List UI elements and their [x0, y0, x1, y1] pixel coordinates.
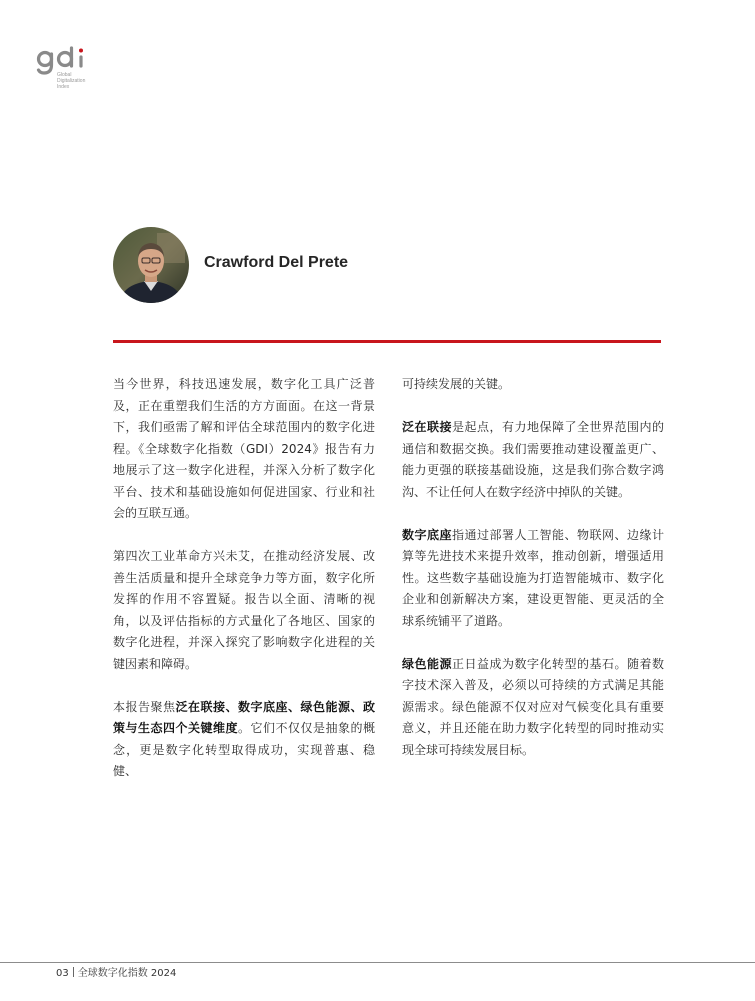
- paragraph: [402, 417, 664, 503]
- author-block: [113, 227, 413, 303]
- keyword-bold: 泛在联接: [402, 420, 452, 434]
- paragraph: [113, 697, 375, 783]
- paragraph-text: 指通过部署人工智能、物联网、边缘计算等先进技术来提升效率，推动创新，增强适用性。这些数字基础设施为打造智能城市、数字化企业和创新解决方案，建设更智能、更灵活的全球系统铺平了道路。: [402, 527, 664, 628]
- gdi-logo: [36, 46, 106, 94]
- footer-separator: [73, 967, 74, 977]
- red-divider: [113, 340, 661, 343]
- author-name: Crawford Del Prete: [204, 254, 349, 271]
- page-footer: [56, 964, 176, 979]
- paragraph: [402, 654, 664, 762]
- right-column: [402, 374, 664, 783]
- footer-divider: [0, 962, 755, 963]
- paragraph-text: 是起点，有力地保障了全世界范围内的通信和数据交换。我们需要推动建设覆盖更广、能力更强的联接基础设施，这是我们弥合数字鸿沟、不让任何人在数字经济中掉队的关键。: [402, 420, 664, 499]
- paragraph-text: 。它们不仅仅是抽象的概念，更是数字化转型取得成功，实现普惠、稳健、: [113, 721, 375, 778]
- author-avatar: [113, 227, 189, 303]
- footer-title: 全球数字化指数 2024: [77, 968, 177, 979]
- key-dimensions-bold: 泛在联接、数字底座、绿色能源、政策与生态四个关键维度: [113, 699, 375, 735]
- page-number: 03: [56, 968, 69, 979]
- paragraph: [402, 525, 664, 633]
- paragraph: 当今世界，科技迅速发展，数字化工具广泛普及，正在重塑我们生活的方方面面。在这一背景下，我们亟需了解和评估全球范围内的数字化进程。《全球数字化指数（GDI）2024》报告有力地展示了这一数字化进程，并深入分析了数字化平台、技术和基础设施如何促进国家、行业和社会的互联互通。: [113, 377, 375, 520]
- keyword-bold: 绿色能源: [402, 656, 452, 671]
- paragraph-text: 正日益成为数字化转型的基石。随着数字技术深入普及，必须以可持续的方式满足其能源需求。绿色能源不仅对应对气候变化具有重要意义，并且还能在助力数字化转型的同时推动实现全球可持续发展目标。: [402, 656, 664, 757]
- left-column: [113, 374, 375, 804]
- gdi-logo-subtitle: Global Digitalization Index: [57, 72, 86, 90]
- paragraph: 可持续发展的关键。: [402, 377, 511, 391]
- author-photo: [113, 227, 189, 303]
- paragraph: 第四次工业革命方兴未艾，在推动经济发展、改善生活质量和提升全球竞争力等方面，数字化所发挥的作用不容置疑。报告以全面、清晰的视角，以及评估指标的方式量化了各地区、国家的数字化进程，并深入探究了影响数字化进程的关键因素和障碍。: [113, 549, 375, 671]
- paragraph-text: 本报告聚焦: [113, 699, 176, 714]
- keyword-bold: 数字底座: [402, 527, 452, 542]
